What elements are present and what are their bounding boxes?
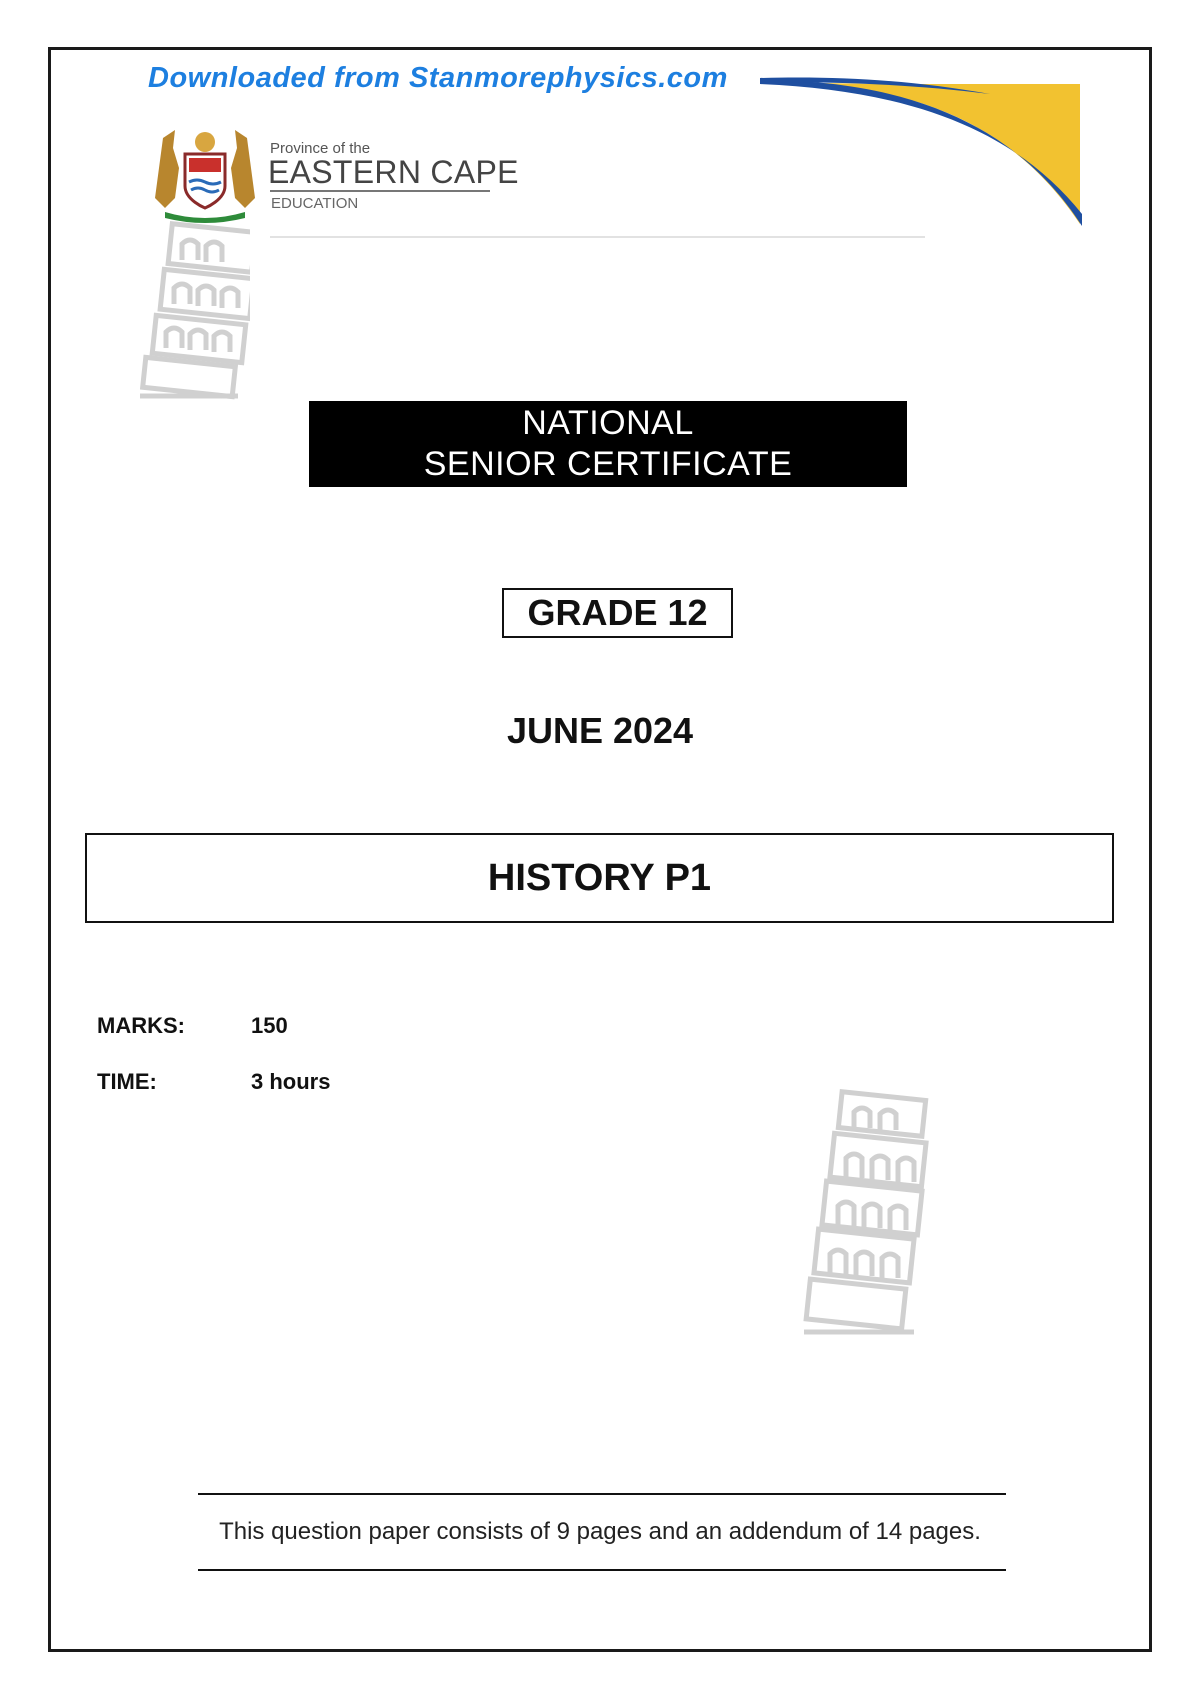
certificate-line-2: SENIOR CERTIFICATE <box>423 445 793 483</box>
footer-divider-top <box>198 1493 1006 1495</box>
certificate-line-1: NATIONAL <box>522 404 694 442</box>
grade-label: GRADE 12 <box>502 588 733 638</box>
exam-date-text: JUNE 2024 <box>506 710 694 751</box>
time-row <box>97 1069 330 1095</box>
time-value: 3 hours <box>251 1069 331 1094</box>
leaning-tower-watermark-icon <box>140 212 250 402</box>
logo-divider <box>270 190 490 192</box>
header-swoosh-graphic <box>760 74 1090 234</box>
coat-of-arms-icon <box>145 128 265 224</box>
time-label: TIME: <box>97 1069 157 1094</box>
marks-row <box>97 1013 288 1039</box>
download-banner[interactable]: Downloaded from Stanmorephysics.com <box>148 62 728 94</box>
department-name: EDUCATION <box>271 195 359 212</box>
header-divider <box>270 236 925 238</box>
certificate-title <box>309 401 907 487</box>
subject-title: HISTORY P1 <box>85 833 1114 923</box>
province-prefix: Province of the <box>270 140 371 157</box>
page-count-note: This question paper consists of 9 pages and an addendum of 14 pages. <box>219 1518 981 1545</box>
province-name: EASTERN CAPE <box>268 154 519 190</box>
marks-value: 150 <box>251 1013 288 1038</box>
marks-label: MARKS: <box>97 1013 185 1038</box>
footer-divider-bottom <box>198 1569 1006 1571</box>
leaning-tower-watermark-icon <box>802 1088 932 1338</box>
exam-date <box>0 710 1200 752</box>
